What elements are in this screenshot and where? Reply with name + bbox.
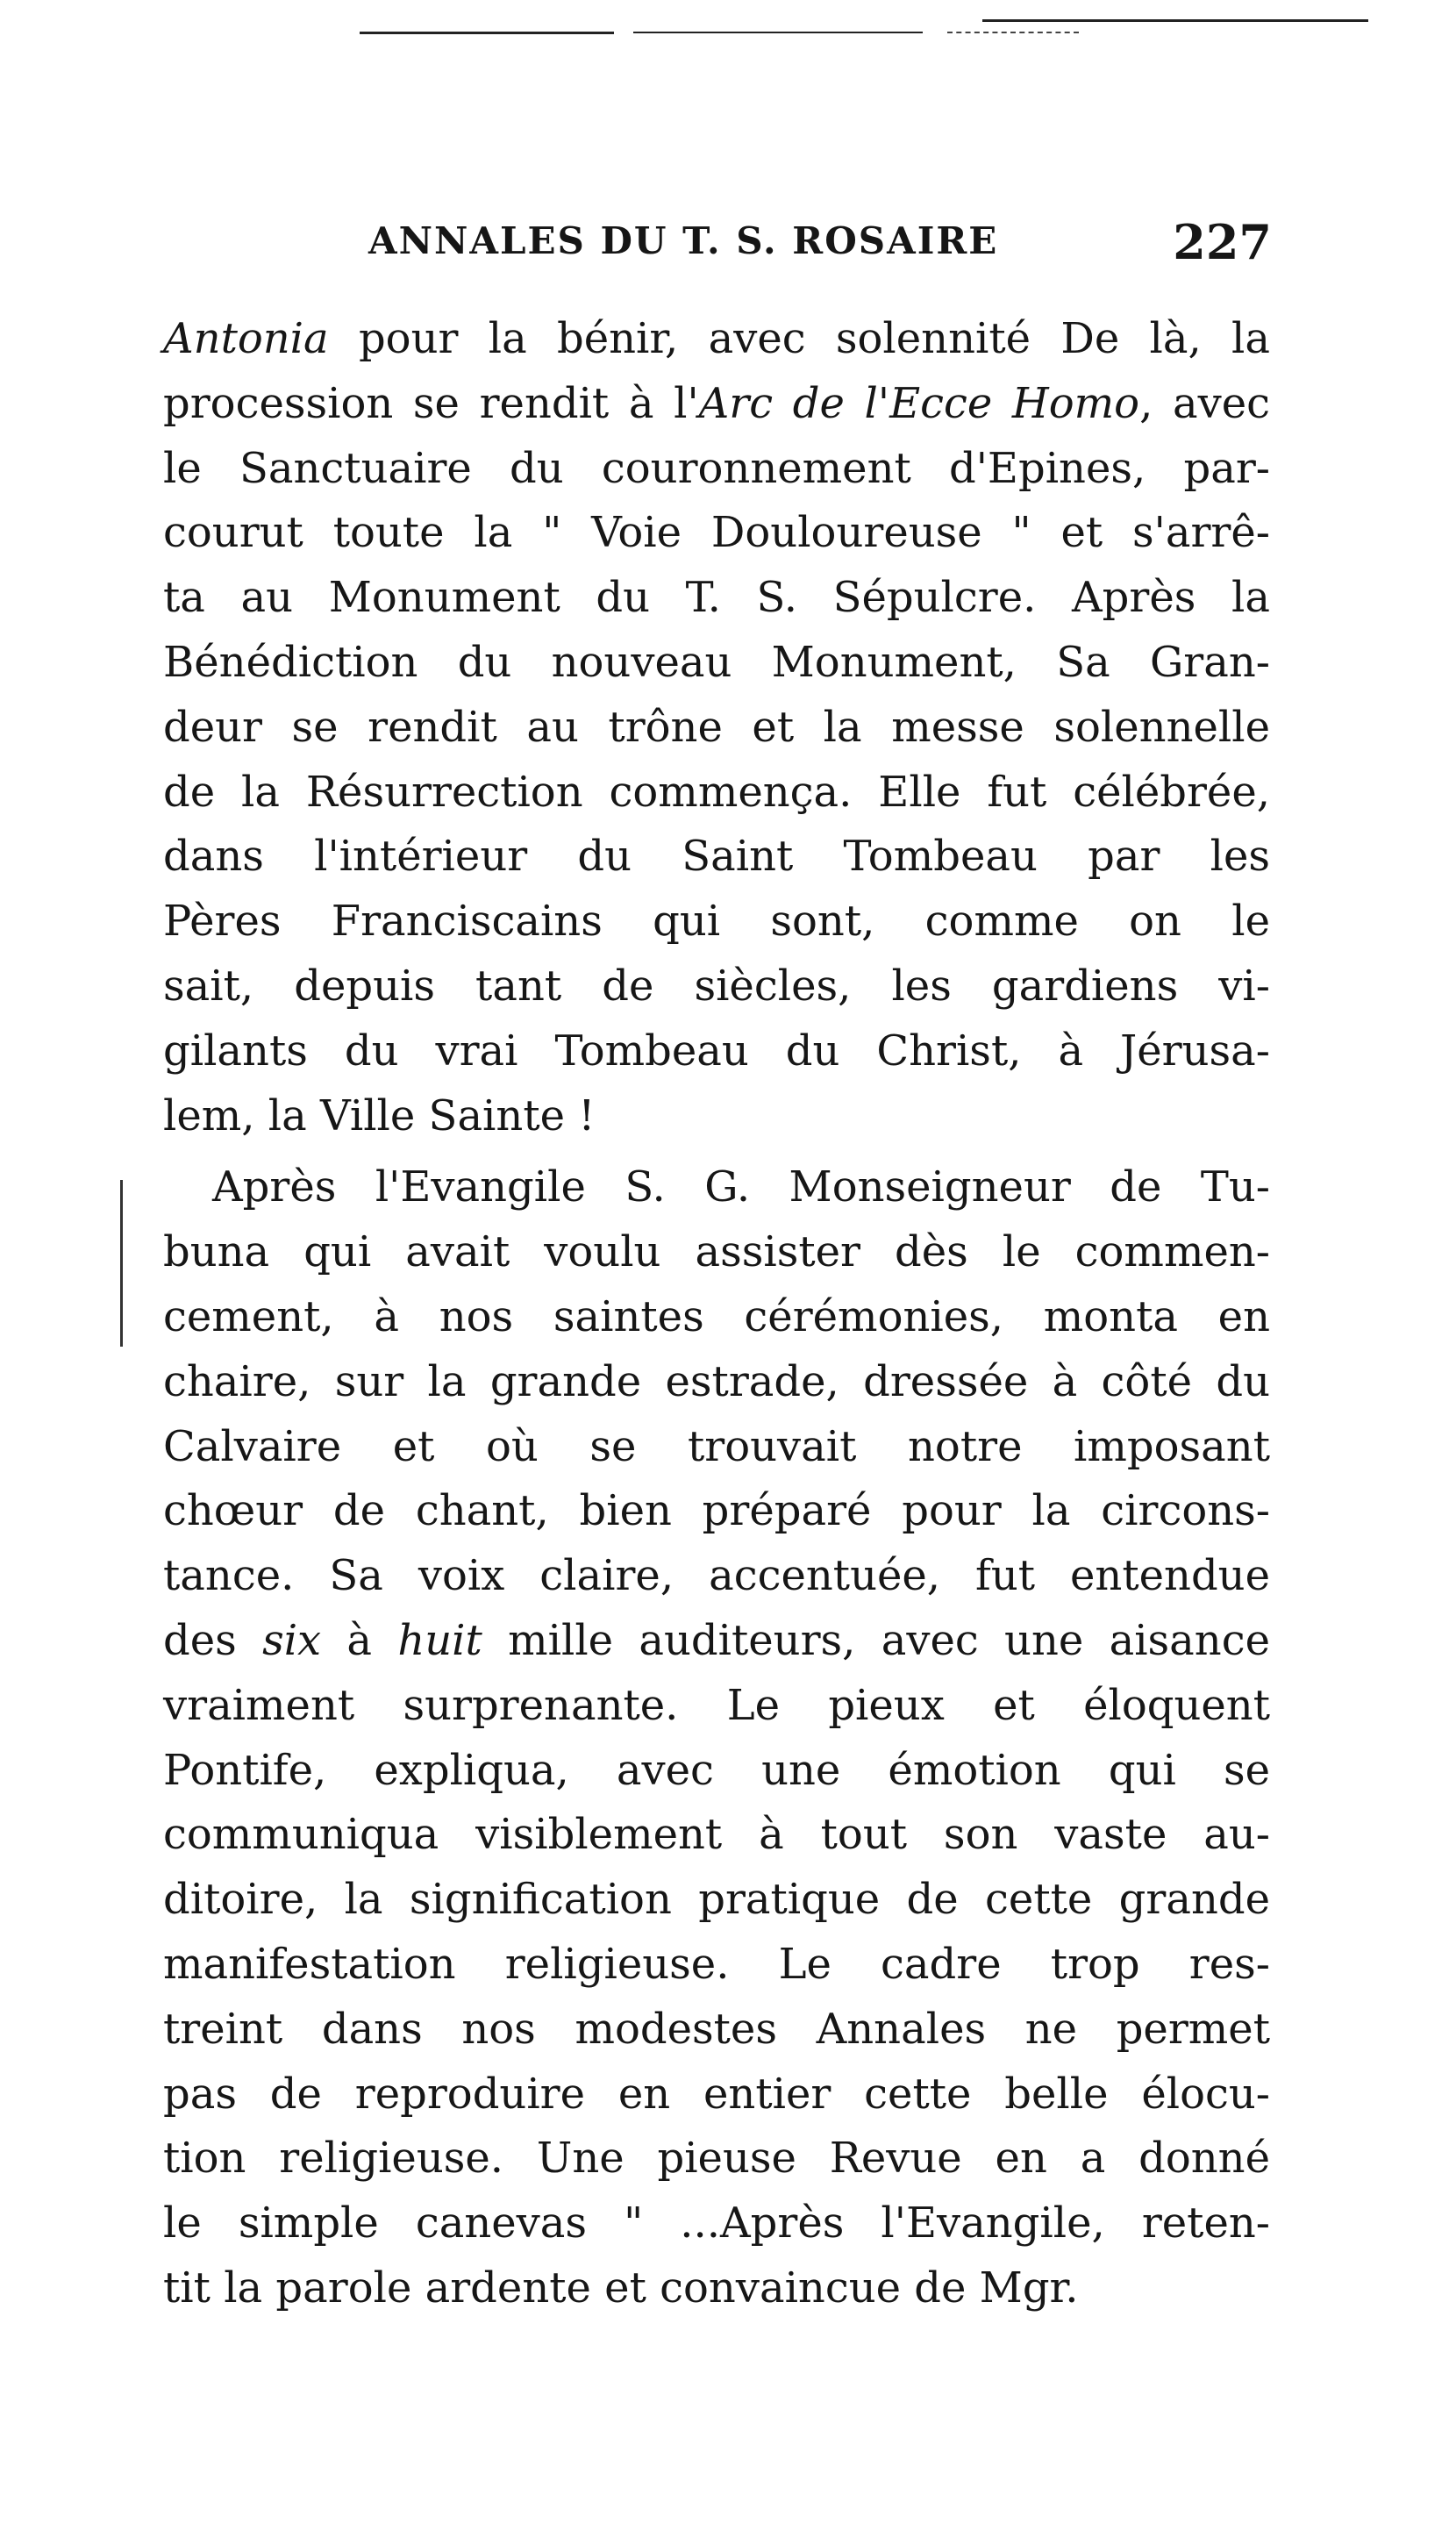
text-segment: communiqua visiblement à tout son vaste au- [163,1810,1270,1860]
text-segment: courut toute la " Voie Douloureuse " et s'arrê- [163,508,1270,558]
text-line [163,2191,1270,2256]
text-line [163,1155,1270,1220]
text-segment: tion religieuse. Une pieuse Revue en a donné [163,2134,1270,2184]
text-segment: vraiment surprenante. Le pieux et éloquent [163,1680,1270,1730]
text-segment: lem, la Ville Sainte ! [163,1090,596,1140]
text-segment: manifestation religieuse. Le cadre trop res- [163,1939,1270,1989]
text-segment: chaire, sur la grande estrade, dressée à côté du [163,1356,1270,1406]
text-segment: chœur de chant, bien préparé pour la circons- [163,1486,1270,1536]
italic-text: six [262,1615,322,1665]
text-segment: procession se rendit à l' [163,378,699,428]
text-segment: treint dans nos modestes Annales ne permet [163,2004,1270,2054]
text-line [163,1544,1270,1609]
italic-text: huit [397,1615,482,1665]
text-segment: sait, depuis tant de siècles, les gardiens vi- [163,961,1270,1011]
text-line [163,1285,1270,1350]
text-line [163,954,1270,1019]
text-line [163,825,1270,890]
text-line [163,696,1270,761]
text-line [163,437,1270,502]
text-line [163,1803,1270,1868]
text-line [163,372,1270,437]
text-line [163,566,1270,631]
text-segment: pour la bénir, avec solennité De là, la [328,314,1270,363]
text-line [163,1350,1270,1415]
text-line [163,1609,1270,1674]
italic-text: Antonia [163,314,329,363]
text-line [163,2256,1270,2321]
text-segment: à [321,1615,398,1665]
text-segment: ditoire, la signification pratique de cette grande [163,1875,1270,1925]
text-line [163,1674,1270,1739]
text-segment: mille auditeurs, avec une aisance [482,1615,1270,1665]
text-line [163,1868,1270,1933]
top-rule-middle [633,32,923,33]
text-segment: tit la parole ardente et convaincue de Mgr. [163,2263,1079,2313]
text-segment: buna qui avait voulu assister dès le commen- [163,1227,1270,1277]
top-rule-dotted [947,32,1079,33]
text-line [163,1415,1270,1480]
text-segment: le Sanctuaire du couronnement d'Epines, par- [163,443,1270,493]
text-line [163,631,1270,696]
running-header [368,214,1272,272]
text-line [163,761,1270,826]
body-text [163,307,1270,2321]
text-line [163,1739,1270,1804]
text-line [163,1220,1270,1285]
text-segment: deur se rendit au trône et la messe solennelle [163,702,1270,752]
text-segment: pas de reproduire en entier cette belle élocu- [163,2069,1270,2119]
text-line [163,1019,1270,1084]
text-segment: des [163,1615,263,1665]
text-line [163,2127,1270,2191]
text-segment: Pontife, expliqua, avec une émotion qui se [163,1745,1270,1795]
margin-mark [120,1180,123,1347]
text-segment: , avec [1139,378,1271,428]
text-segment: gilants du vrai Tombeau du Christ, à Jérusa- [163,1026,1270,1076]
text-segment: Pères Franciscains qui sont, comme on le [163,897,1270,947]
text-segment: de la Résurrection commença. Elle fut célébrée, [163,767,1270,817]
text-line [163,1998,1270,2063]
text-segment: le simple canevas " ...Après l'Evangile, reten- [163,2198,1270,2248]
top-rule-left [360,32,614,34]
top-rule-right [982,19,1368,22]
text-line [163,1479,1270,1544]
text-segment: Bénédiction du nouveau Monument, Sa Gran- [163,637,1270,687]
page-number: 227 [1173,214,1272,270]
text-line [163,1084,1270,1149]
paragraph-2 [163,1155,1270,2320]
italic-text: Arc de l'Ecce Homo [698,378,1140,428]
text-line [163,890,1270,954]
text-segment: dans l'intérieur du Saint Tombeau par les [163,832,1270,882]
text-segment: cement, à nos saintes cérémonies, monta en [163,1291,1270,1341]
text-line [163,2063,1270,2127]
text-segment: Après l'Evangile S. G. Monseigneur de Tu- [212,1162,1270,1212]
text-line [163,1933,1270,1998]
text-segment: tance. Sa voix claire, accentuée, fut entendue [163,1551,1270,1601]
text-line [163,307,1270,372]
paragraph-gap [163,1148,1270,1155]
text-line [163,501,1270,566]
text-segment: Calvaire et où se trouvait notre imposant [163,1421,1270,1471]
text-segment: ta au Monument du T. S. Sépulcre. Après la [163,573,1270,623]
running-title: ANNALES DU T. S. ROSAIRE [368,219,999,262]
paragraph-1 [163,307,1270,1148]
